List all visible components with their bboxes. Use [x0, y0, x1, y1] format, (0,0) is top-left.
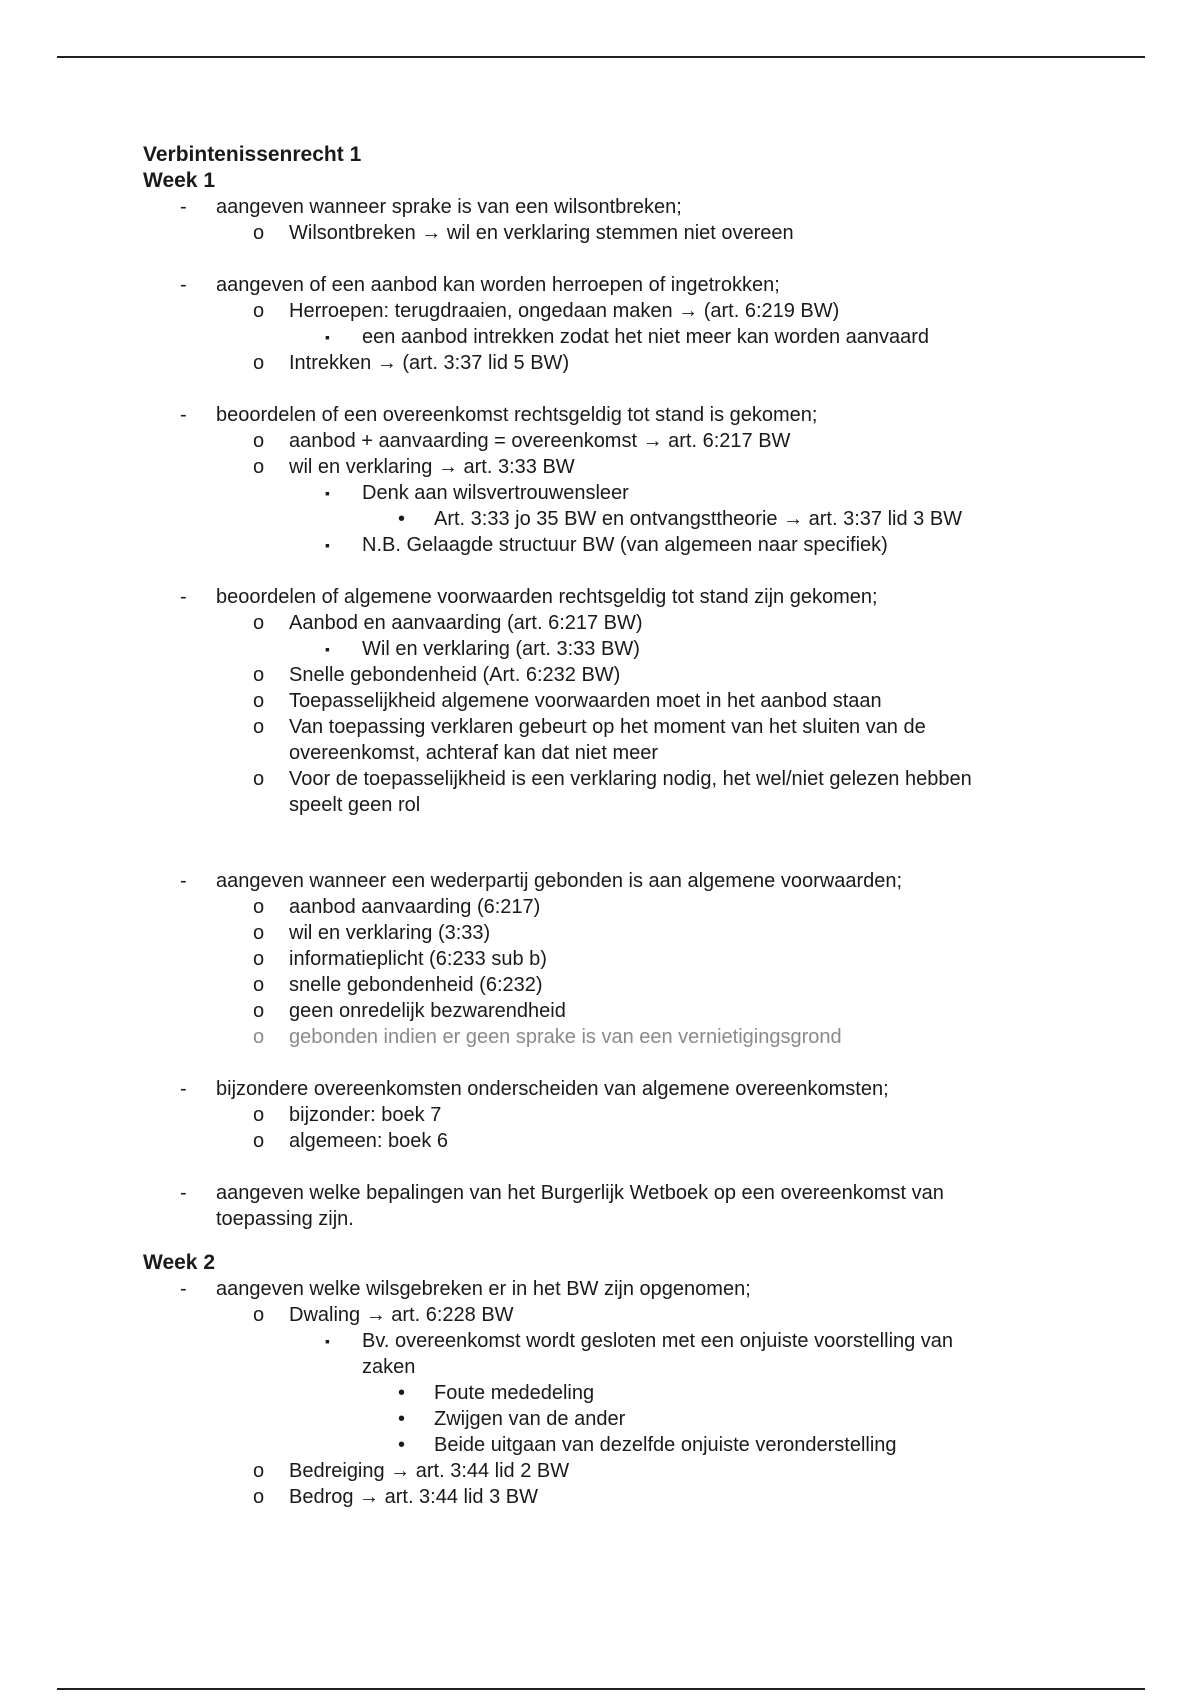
list-item: ▪ N.B. Gelaagde structuur BW (van algemeen naar specifiek) — [325, 534, 888, 556]
circle-marker: o — [253, 352, 265, 374]
square-marker: ▪ — [325, 329, 330, 345]
list-item: o geen onredelijk bezwarendheid — [253, 1000, 566, 1022]
circle-marker: o — [253, 612, 265, 634]
dash-marker: - — [180, 274, 187, 296]
list-item: ▪ Wil en verklaring (art. 3:33 BW) — [325, 638, 640, 660]
week-2-heading: Week 2 — [143, 1251, 215, 1274]
list-item: o snelle gebondenheid (6:232) — [253, 974, 543, 996]
list-item: - aangeven welke bepalingen van het Burgerlijk Wetboek op een overeenkomst van — [180, 1182, 944, 1204]
list-item: - aangeven of een aanbod kan worden herroepen of ingetrokken; — [180, 274, 780, 296]
list-item-continuation: zaken — [362, 1356, 416, 1378]
list-item: - aangeven wanneer een wederpartij gebonden is aan algemene voorwaarden; — [180, 870, 903, 892]
list-item: o Dwaling → art. 6:228 BW — [253, 1304, 514, 1326]
list-item-continuation: overeenkomst, achteraf kan dat niet meer — [289, 742, 659, 764]
list-item: - beoordelen of algemene voorwaarden rechtsgeldig tot stand zijn gekomen; — [180, 586, 878, 608]
list-item: o Bedrog → art. 3:44 lid 3 BW — [253, 1486, 539, 1508]
dash-marker: - — [180, 1182, 187, 1204]
document-body — [143, 142, 1103, 1510]
list-item-grayed: o gebonden indien er geen sprake is van een vernietigingsgrond — [253, 1026, 842, 1048]
dash-marker: - — [180, 586, 187, 608]
circle-marker: o — [253, 456, 265, 478]
square-marker: ▪ — [325, 641, 330, 657]
list-item: - aangeven welke wilsgebreken er in het BW zijn opgenomen; — [180, 1278, 751, 1300]
list-item: o wil en verklaring → art. 3:33 BW — [253, 456, 575, 478]
circle-marker: o — [253, 1460, 265, 1482]
dash-marker: - — [180, 870, 187, 892]
list-item: o aanbod + aanvaarding = overeenkomst → art. 6:217 BW — [253, 430, 791, 452]
circle-marker: o — [253, 664, 265, 686]
list-item: o informatieplicht (6:233 sub b) — [253, 948, 547, 970]
bullet-marker: • — [398, 508, 406, 530]
list-item: o algemeen: boek 6 — [253, 1130, 449, 1152]
list-item: o Van toepassing verklaren gebeurt op het moment van het sluiten van de — [253, 716, 926, 738]
circle-marker: o — [253, 974, 265, 996]
list-item: o Herroepen: terugdraaien, ongedaan maken → (art. 6:219 BW) — [253, 300, 840, 322]
week-1-heading: Week 1 — [143, 169, 215, 192]
list-item: o Voor de toepasselijkheid is een verklaring nodig, het wel/niet gelezen hebben — [253, 768, 972, 790]
circle-marker: o — [253, 1304, 265, 1326]
list-item: • Foute mededeling — [398, 1382, 595, 1404]
list-item-continuation: speelt geen rol — [289, 794, 421, 816]
square-marker: ▪ — [325, 537, 330, 553]
circle-marker: o — [253, 1104, 265, 1126]
dash-marker: - — [180, 1078, 187, 1100]
list-item: o Intrekken → (art. 3:37 lid 5 BW) — [253, 352, 570, 374]
circle-marker: o — [253, 1026, 265, 1048]
circle-marker: o — [253, 690, 265, 712]
list-item: ▪ een aanbod intrekken zodat het niet meer kan worden aanvaard — [325, 326, 930, 348]
dash-marker: - — [180, 1278, 187, 1300]
list-item: - aangeven wanneer sprake is van een wilsontbreken; — [180, 196, 682, 218]
list-item: o wil en verklaring (3:33) — [253, 922, 491, 944]
circle-marker: o — [253, 222, 265, 244]
circle-marker: o — [253, 768, 265, 790]
circle-marker: o — [253, 922, 265, 944]
list-item: o Bedreiging → art. 3:44 lid 2 BW — [253, 1460, 570, 1482]
list-item: ▪ Bv. overeenkomst wordt gesloten met een onjuiste voorstelling van — [325, 1330, 954, 1352]
list-item: - beoordelen of een overeenkomst rechtsgeldig tot stand is gekomen; — [180, 404, 818, 426]
circle-marker: o — [253, 948, 265, 970]
bullet-marker: • — [398, 1382, 406, 1404]
bullet-marker: • — [398, 1434, 406, 1456]
list-item: • Zwijgen van de ander — [398, 1408, 626, 1430]
square-marker: ▪ — [325, 485, 330, 501]
list-item: o Wilsontbreken → wil en verklaring stemmen niet overeen — [253, 222, 794, 244]
list-item: - bijzondere overeenkomsten onderscheiden van algemene overeenkomsten; — [180, 1078, 889, 1100]
list-item: ▪ Denk aan wilsvertrouwensleer — [325, 482, 629, 504]
square-marker: ▪ — [325, 1333, 330, 1349]
footer-rule — [57, 1688, 1145, 1690]
list-item: o aanbod aanvaarding (6:217) — [253, 896, 541, 918]
circle-marker: o — [253, 1486, 265, 1508]
list-item: o Aanbod en aanvaarding (art. 6:217 BW) — [253, 612, 643, 634]
list-item: o Toepasselijkheid algemene voorwaarden moet in het aanbod staan — [253, 690, 882, 712]
document-title: Verbintenissenrecht 1 — [143, 143, 362, 166]
circle-marker: o — [253, 1130, 265, 1152]
list-item: o bijzonder: boek 7 — [253, 1104, 442, 1126]
circle-marker: o — [253, 1000, 265, 1022]
circle-marker: o — [253, 716, 265, 738]
list-item-continuation: toepassing zijn. — [216, 1208, 354, 1230]
circle-marker: o — [253, 300, 265, 322]
dash-marker: - — [180, 404, 187, 426]
circle-marker: o — [253, 896, 265, 918]
dash-marker: - — [180, 196, 187, 218]
header-rule — [57, 56, 1145, 58]
list-item: o Snelle gebondenheid (Art. 6:232 BW) — [253, 664, 621, 686]
bullet-marker: • — [398, 1408, 406, 1430]
list-item: • Art. 3:33 jo 35 BW en ontvangsttheorie → art. 3:37 lid 3 BW — [398, 508, 963, 530]
circle-marker: o — [253, 430, 265, 452]
list-item: • Beide uitgaan van dezelfde onjuiste veronderstelling — [398, 1434, 897, 1456]
